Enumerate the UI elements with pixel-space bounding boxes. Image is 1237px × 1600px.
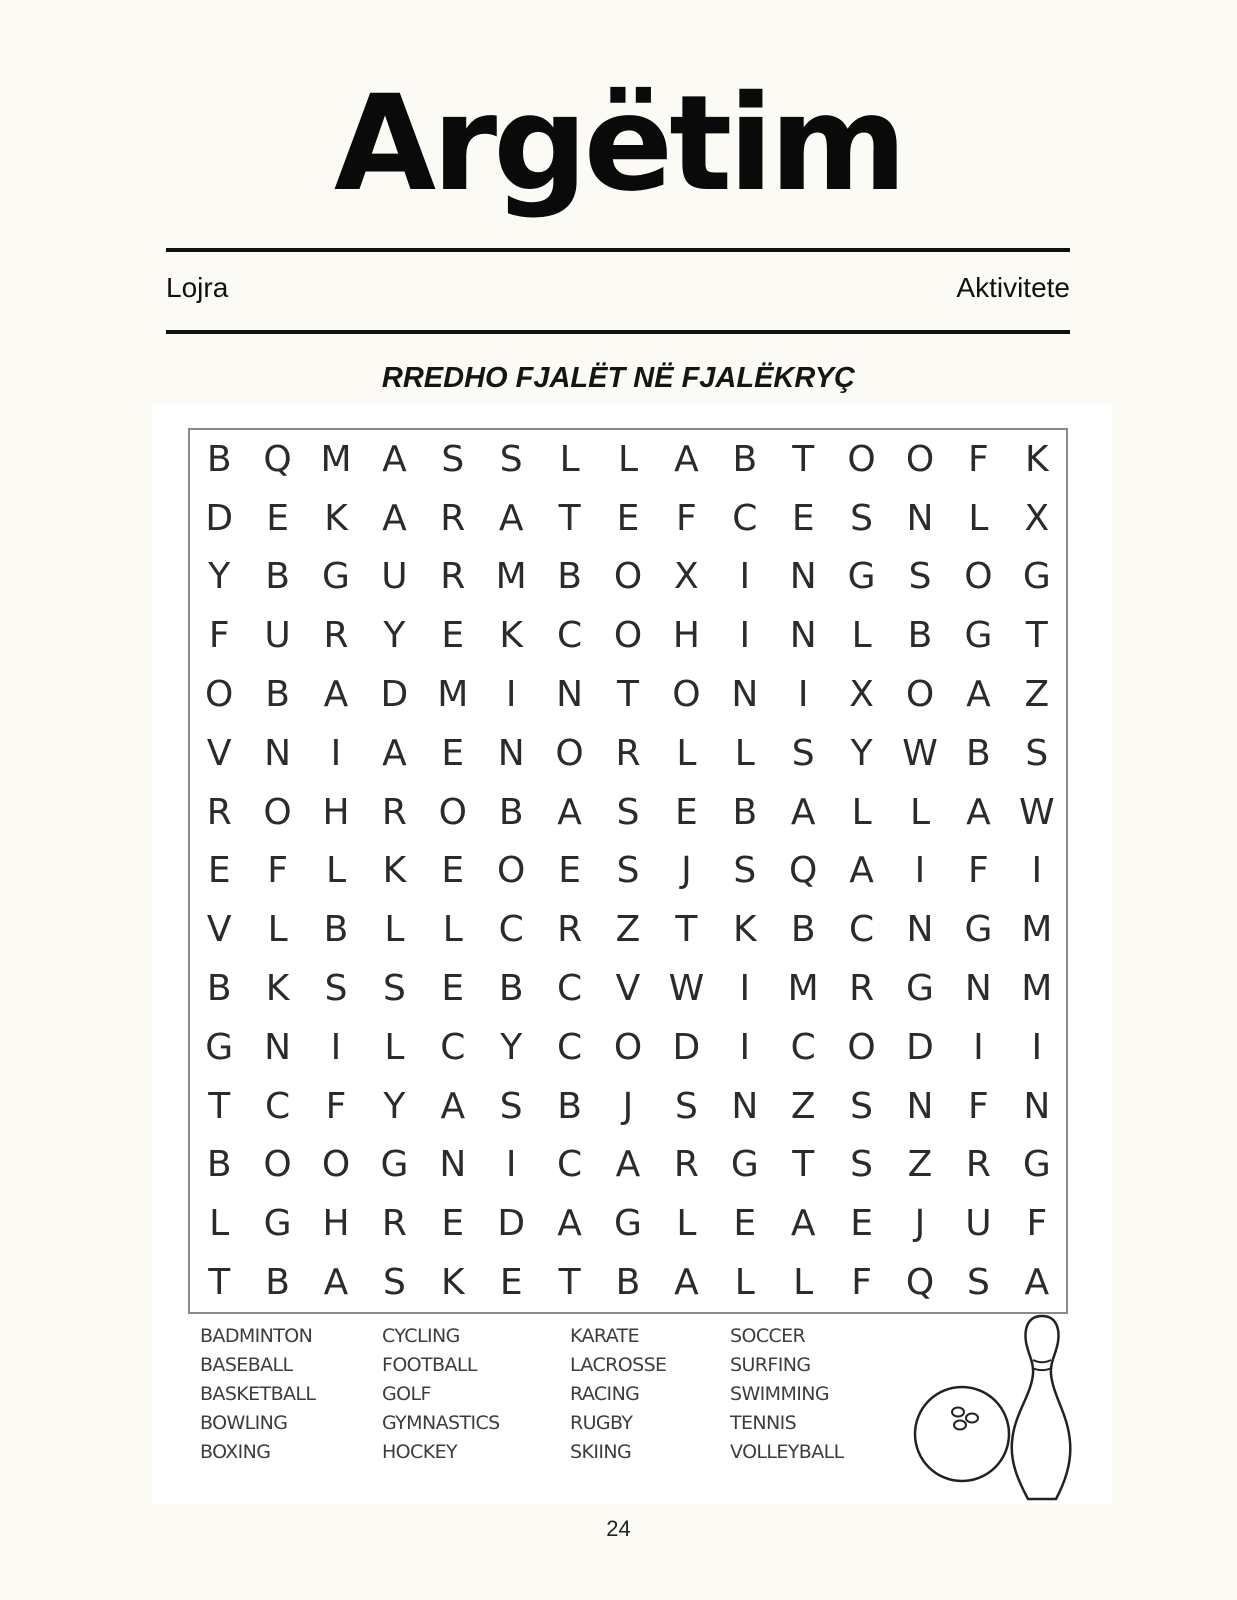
grid-cell: H — [322, 791, 350, 833]
grid-cell: A — [557, 1203, 582, 1245]
grid-cell: B — [557, 556, 582, 598]
grid-cell: I — [330, 732, 342, 774]
grid-cell: G — [614, 1203, 642, 1245]
grid-cell: J — [914, 1203, 926, 1245]
grid-cell: N — [439, 1144, 467, 1186]
grid-cell: X — [1024, 497, 1050, 539]
grid-cell: O — [613, 615, 643, 657]
word-list-item: BASKETBALL — [200, 1383, 316, 1405]
grid-cell: L — [384, 909, 405, 951]
grid-cell: N — [497, 732, 525, 774]
grid-cell: E — [266, 497, 289, 539]
grid-cell: S — [908, 556, 932, 598]
grid-cell: D — [205, 497, 234, 539]
grid-cell: O — [905, 674, 935, 716]
grid-cell: R — [323, 615, 349, 657]
grid-cell: M — [437, 674, 469, 716]
grid-cell: N — [789, 615, 817, 657]
grid-cell: O — [613, 1026, 643, 1068]
grid-cell: I — [973, 1026, 984, 1068]
word-list-item: BOXING — [200, 1441, 271, 1463]
grid-cell: L — [676, 732, 697, 774]
grid-cell: O — [964, 556, 993, 598]
word-list-item: KARATE — [570, 1325, 640, 1347]
grid-cell: A — [557, 791, 582, 833]
grid-cell: T — [792, 438, 815, 480]
word-list-item: SKIING — [570, 1441, 632, 1463]
word-list-item: BASEBALL — [200, 1354, 293, 1376]
grid-cell: E — [675, 791, 698, 833]
grid-cell: Z — [907, 1144, 933, 1186]
grid-cell: M — [787, 968, 819, 1010]
grid-cell: Z — [790, 1085, 816, 1127]
word-list-item: CYCLING — [382, 1325, 460, 1347]
header-bottom-rule — [166, 330, 1070, 334]
grid-cell: O — [263, 1144, 292, 1186]
grid-cell: S — [382, 1262, 406, 1304]
grid-cell: X — [849, 674, 874, 716]
grid-cell: N — [731, 674, 759, 716]
grid-cell: A — [382, 497, 407, 539]
grid-cell: I — [739, 968, 751, 1010]
grid-cell: G — [1022, 556, 1051, 598]
grid-cell: T — [208, 1085, 231, 1127]
grid-cell: G — [205, 1026, 234, 1068]
grid-cell: S — [850, 497, 874, 539]
grid-cell: K — [499, 615, 523, 657]
grid-cell: O — [205, 674, 234, 716]
word-list-item: SOCCER — [730, 1325, 806, 1347]
grid-cell: F — [968, 850, 989, 892]
grid-cell: L — [909, 791, 931, 833]
grid-cell: T — [675, 909, 698, 951]
word-list-item: SWIMMING — [730, 1383, 829, 1405]
grid-cell: C — [849, 909, 875, 951]
grid-cell: B — [966, 732, 991, 774]
grid-cell: I — [739, 1026, 751, 1068]
grid-cell: B — [206, 1144, 232, 1186]
grid-cell: U — [965, 1203, 992, 1245]
grid-cell: B — [206, 438, 232, 480]
grid-cell: R — [381, 791, 407, 833]
grid-cell: S — [966, 1262, 990, 1304]
grid-cell: U — [264, 615, 291, 657]
grid-cell: E — [499, 1262, 523, 1304]
grid-cell: I — [1031, 850, 1043, 892]
grid-cell: W — [1018, 791, 1055, 833]
word-list-item: HOCKEY — [382, 1441, 457, 1463]
grid-cell: K — [1024, 438, 1049, 480]
grid-cell: C — [732, 497, 758, 539]
grid-cell: A — [440, 1085, 466, 1127]
section-label-right: Aktivitete — [956, 272, 1070, 303]
grid-cell: N — [731, 1085, 759, 1127]
grid-cell: M — [495, 556, 527, 598]
grid-cell: D — [380, 674, 409, 716]
grid-cell: A — [615, 1144, 641, 1186]
grid-cell: L — [851, 615, 872, 657]
grid-cell: R — [673, 1144, 699, 1186]
grid-cell: A — [674, 1262, 699, 1304]
grid-cell: L — [559, 438, 580, 480]
grid-cell: G — [847, 556, 876, 598]
grid-cell: I — [739, 556, 751, 598]
grid-cell: E — [441, 615, 465, 657]
word-list-item: FOOTBALL — [382, 1354, 477, 1376]
grid-cell: M — [320, 438, 352, 480]
grid-cell: F — [676, 497, 697, 539]
grid-cell: O — [438, 791, 467, 833]
grid-cell: S — [382, 968, 406, 1010]
grid-cell: F — [267, 850, 288, 892]
word-list-item: RUGBY — [570, 1412, 633, 1434]
grid-cell: L — [793, 1262, 814, 1304]
grid-cell: B — [498, 968, 524, 1010]
grid-cell: H — [672, 615, 700, 657]
grid-cell: H — [322, 1203, 350, 1245]
grid-cell: Q — [789, 850, 818, 892]
grid-cell: A — [382, 732, 407, 774]
word-list-item: BADMINTON — [200, 1325, 313, 1347]
grid-cell: O — [672, 674, 701, 716]
grid-cell: O — [847, 438, 876, 480]
grid-cell: K — [382, 850, 407, 892]
grid-cell: E — [441, 1203, 465, 1245]
grid-cell: N — [906, 909, 934, 951]
grid-cell: R — [440, 556, 466, 598]
grid-cell: W — [668, 968, 705, 1010]
grid-cell: N — [789, 556, 817, 598]
grid-cell: O — [263, 791, 292, 833]
grid-cell: E — [441, 850, 465, 892]
grid-cell: Y — [383, 615, 406, 657]
grid-cell: S — [441, 438, 465, 480]
grid-cell: G — [730, 1144, 759, 1186]
grid-cell: K — [265, 968, 290, 1010]
grid-cell: B — [265, 556, 290, 598]
word-list-item: RACING — [570, 1383, 640, 1405]
header-top-rule — [166, 248, 1070, 252]
puzzle-heading: RREDHO FJALËT NË FJALËKRYÇ — [381, 362, 856, 394]
grid-cell: F — [968, 1085, 989, 1127]
word-list-item: BOWLING — [200, 1412, 288, 1434]
word-list-item: GOLF — [382, 1383, 431, 1405]
section-label-left: Lojra — [166, 272, 229, 303]
grid-cell: A — [790, 791, 816, 833]
grid-cell: B — [206, 968, 232, 1010]
grid-cell: G — [964, 909, 993, 951]
grid-cell: V — [615, 968, 641, 1010]
grid-cell: I — [914, 850, 926, 892]
grid-cell: B — [498, 791, 524, 833]
word-list-column — [570, 1322, 730, 1482]
grid-cell: G — [322, 556, 350, 598]
grid-cell: Y — [500, 1026, 523, 1068]
grid-cell: N — [1023, 1085, 1051, 1127]
grid-cell: D — [906, 1026, 934, 1068]
grid-cell: S — [1025, 732, 1049, 774]
grid-cell: I — [505, 1144, 517, 1186]
word-search-sheet — [152, 404, 1112, 1504]
grid-cell: S — [616, 791, 640, 833]
grid-cell: O — [321, 1144, 351, 1186]
grid-cell: F — [325, 1085, 347, 1127]
grid-cell: B — [265, 674, 290, 716]
grid-cell: B — [323, 909, 349, 951]
grid-cell: I — [797, 674, 809, 716]
grid-cell: Z — [615, 909, 641, 951]
grid-cell: N — [964, 968, 992, 1010]
grid-cell: A — [323, 674, 349, 716]
grid-cell: B — [615, 1262, 641, 1304]
grid-cell: R — [381, 1203, 407, 1245]
grid-cell: F — [968, 438, 989, 480]
grid-cell: X — [674, 556, 699, 598]
grid-cell: C — [498, 909, 524, 951]
grid-cell: U — [381, 556, 408, 598]
grid-cell: L — [267, 909, 288, 951]
bowling-pin-icon — [1012, 1316, 1071, 1499]
grid-cell: F — [208, 615, 230, 657]
grid-cell: O — [497, 850, 526, 892]
word-list-column — [730, 1322, 880, 1482]
grid-cell: S — [791, 732, 815, 774]
word-list-item: LACROSSE — [570, 1354, 667, 1376]
grid-cell: R — [440, 497, 466, 539]
grid-cell: I — [330, 1026, 342, 1068]
grid-cell: B — [732, 438, 758, 480]
grid-cell: N — [264, 1026, 292, 1068]
grid-cell: V — [206, 909, 232, 951]
grid-cell: E — [616, 497, 640, 539]
grid-cell: C — [440, 1026, 466, 1068]
grid-cell: A — [498, 497, 524, 539]
grid-cell: A — [966, 791, 991, 833]
grid-cell: C — [557, 968, 583, 1010]
grid-cell: K — [324, 497, 348, 539]
grid-cell: R — [557, 909, 583, 951]
grid-cell: A — [674, 438, 699, 480]
grid-cell: T — [792, 1144, 815, 1186]
grid-cell: N — [264, 732, 292, 774]
grid-cell: E — [558, 850, 581, 892]
word-list-column — [200, 1322, 382, 1482]
grid-cell: N — [906, 497, 934, 539]
grid-cell: B — [732, 791, 758, 833]
grid-cell: R — [849, 968, 875, 1010]
grid-cell: I — [505, 674, 517, 716]
grid-cell: G — [1022, 1144, 1051, 1186]
grid-cell: T — [558, 1262, 581, 1304]
grid-cell: G — [964, 615, 993, 657]
grid-cell: G — [263, 1203, 292, 1245]
grid-cell: Q — [263, 438, 292, 480]
grid-cell: S — [616, 850, 640, 892]
grid-cell: G — [380, 1144, 409, 1186]
grid-cell: E — [207, 850, 231, 892]
grid-cell: V — [206, 732, 232, 774]
grid-cell: A — [1024, 1262, 1050, 1304]
grid-cell: C — [557, 615, 583, 657]
grid-cell: S — [733, 850, 757, 892]
word-list-item: VOLLEYBALL — [730, 1441, 844, 1463]
grid-cell: L — [209, 1203, 230, 1245]
grid-cell: N — [556, 674, 584, 716]
grid-cell: R — [965, 1144, 991, 1186]
grid-cell: D — [672, 1026, 701, 1068]
grid-cell: R — [615, 732, 641, 774]
grid-cell: A — [323, 1262, 349, 1304]
grid-cell: J — [622, 1085, 634, 1127]
grid-cell: S — [850, 1085, 874, 1127]
grid-cell: T — [616, 674, 639, 716]
grid-cell: E — [441, 732, 465, 774]
grid-cell: Y — [208, 556, 231, 598]
grid-cell: M — [1021, 968, 1053, 1010]
grid-cell: S — [324, 968, 348, 1010]
grid-cell: L — [734, 732, 755, 774]
grid-cell: O — [555, 732, 584, 774]
grid-cell: T — [208, 1262, 231, 1304]
grid-cell: C — [265, 1085, 291, 1127]
grid-cell: E — [791, 497, 815, 539]
grid-cell: L — [851, 791, 872, 833]
grid-cell: L — [968, 497, 989, 539]
grid-cell: S — [674, 1085, 698, 1127]
grid-cell: E — [441, 968, 465, 1010]
grid-cell: L — [442, 909, 463, 951]
grid-cell: A — [966, 674, 991, 716]
grid-cell: C — [557, 1144, 583, 1186]
grid-cell: I — [1031, 1026, 1043, 1068]
grid-cell: K — [732, 909, 757, 951]
word-list-item: TENNIS — [730, 1412, 797, 1434]
word-list-item: GYMNASTICS — [382, 1412, 500, 1434]
word-list-column — [382, 1322, 570, 1482]
grid-cell: O — [847, 1026, 876, 1068]
page-title: Argëtim — [333, 67, 904, 221]
grid-cell: O — [613, 556, 643, 598]
grid-cell: L — [676, 1203, 697, 1245]
grid-cell: L — [617, 438, 639, 480]
grid-cell: K — [440, 1262, 465, 1304]
grid-cell: B — [790, 909, 816, 951]
word-list-item: SURFING — [730, 1354, 811, 1376]
grid-cell: C — [790, 1026, 816, 1068]
grid-cell: B — [557, 1085, 582, 1127]
grid-cell: E — [850, 1203, 873, 1245]
grid-cell: Z — [1024, 674, 1050, 716]
grid-cell: M — [1021, 909, 1053, 951]
grid-cell: C — [557, 1026, 583, 1068]
grid-cell: A — [849, 850, 874, 892]
grid-cell: Q — [905, 1262, 935, 1304]
grid-cell: I — [739, 615, 751, 657]
grid-cell: T — [1025, 615, 1048, 657]
grid-cell: J — [681, 850, 692, 892]
letter-grid — [188, 428, 1068, 1314]
grid-cell: N — [906, 1085, 934, 1127]
grid-cell: S — [499, 438, 523, 480]
grid-cell: E — [733, 1203, 757, 1245]
grid-cell: W — [902, 732, 938, 774]
grid-cell: G — [906, 968, 934, 1010]
grid-cell: Y — [850, 732, 873, 774]
grid-cell: B — [907, 615, 933, 657]
bowling-ball-icon — [915, 1387, 1009, 1481]
grid-cell: B — [265, 1262, 290, 1304]
grid-cell: F — [851, 1262, 872, 1304]
word-list — [200, 1322, 880, 1482]
grid-cell: D — [497, 1203, 526, 1245]
grid-cell: O — [905, 438, 935, 480]
page-number: 24 — [606, 1516, 631, 1541]
grid-cell: L — [325, 850, 347, 892]
grid-cell: Y — [383, 1085, 406, 1127]
grid-cell: A — [790, 1203, 816, 1245]
grid-cell: F — [1026, 1203, 1048, 1245]
grid-cell: S — [850, 1144, 874, 1186]
grid-cell: T — [558, 497, 581, 539]
grid-cell: L — [734, 1262, 755, 1304]
bowling-illustration — [902, 1314, 1072, 1504]
grid-cell: R — [206, 791, 232, 833]
grid-cell: A — [382, 438, 407, 480]
grid-cell: L — [384, 1026, 405, 1068]
grid-cell: S — [499, 1085, 523, 1127]
